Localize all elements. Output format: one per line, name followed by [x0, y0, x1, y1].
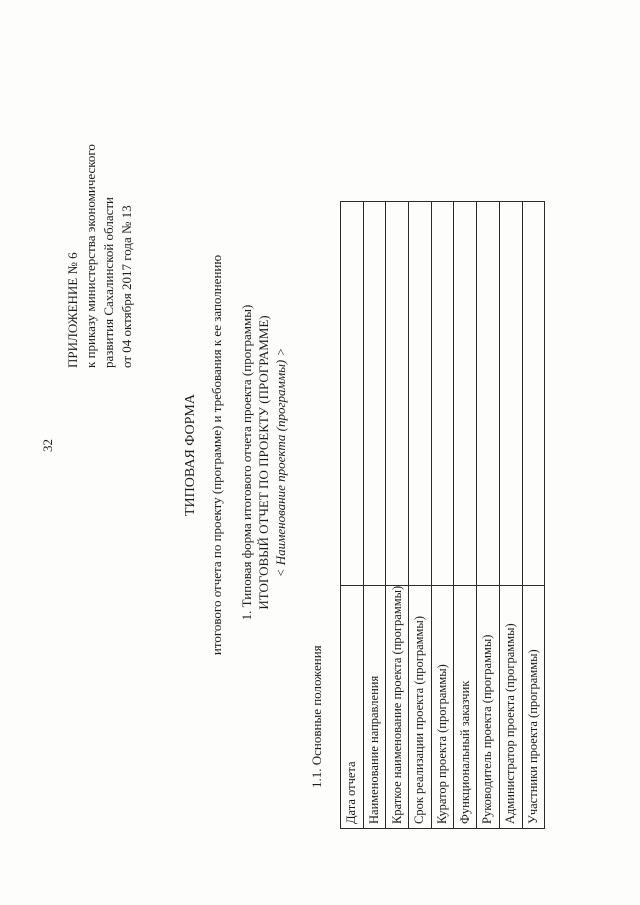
- row-value: [477, 202, 500, 586]
- page-number: 32: [40, 439, 55, 452]
- row-label: Наименование направления: [363, 585, 386, 828]
- table-row: [499, 202, 522, 829]
- appendix-ministry-line: развития Сахалинской области: [101, 196, 116, 368]
- appendix-order-line: к приказу министерства экономического: [83, 144, 98, 368]
- table-row: [431, 202, 454, 829]
- form-title: ТИПОВАЯ ФОРМА: [183, 394, 198, 516]
- row-label: Администратор проекта (программы): [499, 585, 522, 828]
- row-value: [341, 202, 364, 586]
- row-value: [454, 202, 477, 586]
- row-label: Функциональный заказчик: [454, 585, 477, 828]
- table-row: [477, 202, 500, 829]
- report-title: ИТОГОВЫЙ ОТЧЕТ ПО ПРОЕКТУ (ПРОГРАММЕ): [256, 315, 271, 610]
- main-info-table: [340, 201, 545, 829]
- table-row: [522, 202, 545, 829]
- row-value: [431, 202, 454, 586]
- project-name-placeholder: < Наименование проекта (программы) >: [273, 347, 288, 578]
- appendix-date-line: от 04 октября 2017 года № 13: [119, 205, 134, 368]
- table-row: [454, 202, 477, 829]
- row-label: Краткое наименование проекта (программы): [386, 585, 409, 828]
- report-heading: [238, 270, 289, 655]
- appendix-block: [64, 144, 136, 368]
- row-value: [363, 202, 386, 586]
- table-row: [386, 202, 409, 829]
- row-label: Руководитель проекта (программы): [477, 585, 500, 828]
- section-title: 1.1. Основные положения: [309, 645, 324, 788]
- row-label: Срок реализации проекта (программы): [409, 585, 432, 828]
- row-value: [409, 202, 432, 586]
- table-row: [341, 202, 364, 829]
- form-subtitle: итогового отчета по проекту (программе) и требования к ее заполнению: [209, 254, 224, 656]
- row-value: [499, 202, 522, 586]
- table-row: [363, 202, 386, 829]
- appendix-title: ПРИЛОЖЕНИЕ № 6: [65, 252, 80, 368]
- row-label: Дата отчета: [341, 585, 364, 828]
- form-heading: [182, 210, 226, 700]
- row-value: [386, 202, 409, 586]
- table-row: [409, 202, 432, 829]
- row-label: Куратор проекта (программы): [431, 585, 454, 828]
- row-value: [522, 202, 545, 586]
- row-label: Участники проекта (программы): [522, 585, 545, 828]
- report-form-title: 1. Типовая форма итогового отчета проекта (программы): [239, 304, 254, 621]
